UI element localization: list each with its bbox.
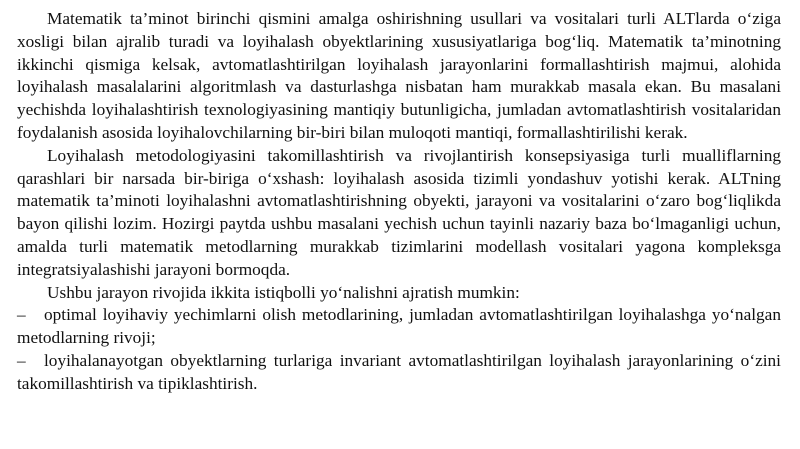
- list-dash-marker: –: [17, 305, 26, 325]
- list-item: [17, 304, 781, 350]
- list-item-text: optimal loyihaviy yechimlarni olish metodlarining, jumladan avtomatlashtirilgan loyihalashga yo‘nalgan metodlarning rivoji;: [17, 305, 781, 348]
- list-item-text: loyihalanayotgan obyektlarning turlariga invariant avtomatlashtirilgan loyihalash jarayonlarining o‘zini takomillashtirish va tipiklashtirish.: [17, 350, 781, 393]
- list-item: [17, 350, 781, 396]
- list-dash-marker: –: [17, 350, 26, 370]
- paragraph-3: Ushbu jarayon rivojida ikkita istiqbolli yo‘nalishni ajratish mumkin:: [47, 282, 520, 302]
- paragraph-1: Matematik ta’minot birinchi qismini amalga oshirishning usullari va vositalari turli ALTlarda o‘ziga xosligi bilan ajralib turadi va loyihalash obyektlarining xususiyatlariga bog‘liq. Matematik ta’minotning ikkinchi qismiga kelsak, avtomatlashtirilgan loyihalash jarayonlarini formallashtirish majmui, alohida loyihalash masalalarini algoritmlash va dasturlashga nisbatan ham murakkab masala ekan. Bu masalani yechishda loyihalashtirish texnologiyasining mantiqiy butunligicha, jumladan avtomatlashtirish vositalaridan foydalanish asosida loyihalovchilarning bir-biri bilan muloqoti mantiqi, formallashtirilishi kerak.: [17, 9, 781, 142]
- paragraph-2: Loyihalash metodologiyasini takomillashtirish va rivojlantirish konsepsiyasiga turli mualliflarning qarashlari bir narsada bir-biriga o‘xshash: loyihalash asosida tizimli yondashuv yotishi kerak. ALTning matematik ta’minoti loyihalashni avtomatlashtirishning obyekti, jarayoni va vositalarini o‘zaro bog‘liqlikda bayon qilishi lozim. Hozirgi paytda ushbu masalani yechish uchun tayinli nazariy baza bo‘lmaganligi uchun, amalda turli matematik metodlarning murakkab tizimlarini modellash vositalari yagona kompleksga integratsiyalashishi jarayoni bormoqda.: [17, 145, 781, 279]
